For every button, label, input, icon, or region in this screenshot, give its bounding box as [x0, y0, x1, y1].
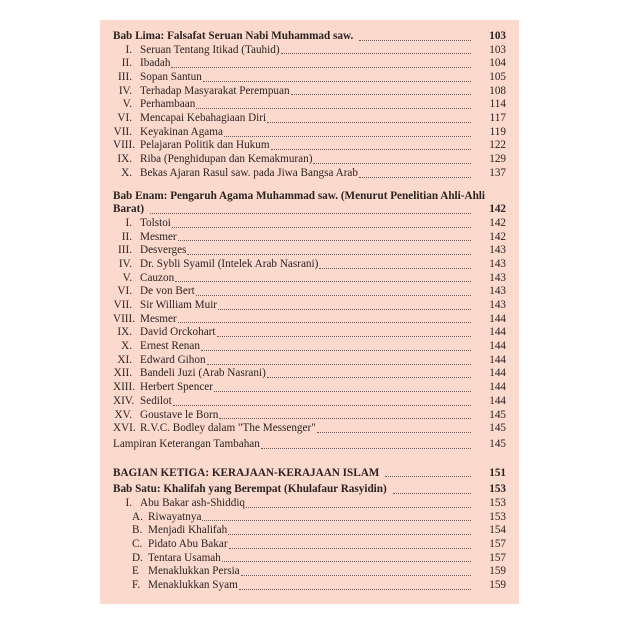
- dot-leader: [281, 52, 471, 54]
- entry-number: VIII.: [113, 139, 136, 152]
- toc-entry[interactable]: [113, 231, 506, 245]
- page-number: 108: [489, 84, 506, 97]
- entry-number: VIII.: [113, 312, 136, 325]
- toc-entry[interactable]: [113, 467, 506, 481]
- toc-entry[interactable]: [113, 340, 506, 354]
- toc-entry[interactable]: [113, 30, 506, 44]
- dot-leader: [271, 148, 471, 150]
- toc-entry[interactable]: [113, 44, 506, 58]
- entry-title: Sopan Santun: [140, 71, 202, 84]
- entry-title: Keyakinan Agama: [140, 125, 223, 138]
- toc-entry[interactable]: [113, 511, 506, 525]
- toc-entry[interactable]: [113, 326, 506, 340]
- entry-title: Bab Enam: Pengaruh Agama Muhammad saw. (Menurut Penelitian Ahli-Ahli: [113, 189, 486, 202]
- toc-section: [113, 438, 506, 452]
- entry-number: XIII.: [113, 381, 136, 394]
- entry-title: Pelajaran Politik dan Hukum: [140, 139, 270, 152]
- entry-title: Ernest Renan: [140, 340, 200, 353]
- dot-leader: [239, 588, 471, 590]
- page-number: 153: [489, 510, 506, 523]
- page-number: 129: [489, 153, 506, 166]
- entry-number: XI.: [117, 353, 132, 366]
- entry-title: Sir William Muir: [140, 299, 218, 312]
- toc-entry[interactable]: [113, 483, 506, 497]
- dot-leader: [222, 560, 471, 562]
- entry-title: Riwayatnya: [148, 510, 202, 523]
- entry-title: Herbert Spencer: [140, 381, 213, 394]
- dot-leader: [187, 253, 471, 255]
- entry-number: V.: [122, 98, 132, 111]
- page-number: 145: [489, 437, 506, 450]
- entry-number: III.: [118, 244, 132, 257]
- entry-title: De von Bert: [140, 285, 195, 298]
- dot-leader: [393, 492, 471, 494]
- toc-entry[interactable]: [113, 552, 506, 566]
- entry-title: Barat): [113, 203, 145, 216]
- dot-leader: [201, 349, 471, 351]
- page-number: 103: [489, 29, 506, 42]
- entry-title: Menjadi Khalifah: [148, 524, 228, 537]
- page-number: 145: [489, 408, 506, 421]
- entry-number: B.: [132, 524, 143, 537]
- dot-leader: [207, 363, 471, 365]
- toc-entry[interactable]: [113, 285, 506, 299]
- dot-leader: [317, 431, 471, 433]
- entry-title: Desverges: [140, 244, 187, 257]
- page-number: 157: [489, 551, 506, 564]
- dot-leader: [359, 176, 471, 178]
- dot-leader: [178, 239, 471, 241]
- entry-number: D.: [132, 551, 143, 564]
- page-number: 119: [489, 125, 506, 138]
- page-number: 157: [489, 538, 506, 551]
- dot-leader: [267, 121, 471, 123]
- entry-number: VII.: [113, 125, 132, 138]
- toc-entry[interactable]: [113, 190, 506, 204]
- entry-number: F.: [132, 579, 141, 592]
- page-number: 122: [489, 139, 506, 152]
- page-number: 153: [489, 496, 506, 509]
- dot-leader: [229, 547, 471, 549]
- entry-number: II.: [121, 230, 132, 243]
- toc-section: [113, 30, 506, 181]
- toc-entry[interactable]: [113, 381, 506, 395]
- entry-title: Mesmer: [140, 312, 177, 325]
- toc-entry[interactable]: [113, 524, 506, 538]
- entry-number: IX.: [117, 153, 132, 166]
- page-number: 117: [489, 112, 506, 125]
- entry-title: Pidato Abu Bakar: [148, 538, 228, 551]
- toc-entry[interactable]: [113, 57, 506, 71]
- entry-number: A.: [132, 510, 143, 523]
- dot-leader: [224, 135, 471, 137]
- toc-entry[interactable]: [113, 538, 506, 552]
- entry-title: Bandeli Juzi (Arab Nasrani): [140, 367, 266, 380]
- dot-leader: [214, 390, 471, 392]
- toc-entry[interactable]: [113, 167, 506, 181]
- toc-entry[interactable]: [113, 409, 506, 423]
- toc-entry[interactable]: [113, 438, 506, 452]
- entry-number: V.: [122, 271, 132, 284]
- entry-number: III.: [118, 71, 132, 84]
- entry-title: Bekas Ajaran Rasul saw. pada Jiwa Bangsa Arab: [140, 166, 358, 179]
- toc-entry[interactable]: [113, 258, 506, 272]
- page-number: 114: [489, 98, 506, 111]
- dot-leader: [196, 294, 471, 296]
- page-number: 103: [489, 43, 506, 56]
- entry-title: David Orckohart: [140, 326, 216, 339]
- dot-leader: [172, 226, 471, 228]
- toc-entry[interactable]: [113, 497, 506, 511]
- entry-number: XIV.: [113, 394, 135, 407]
- dot-leader: [218, 308, 471, 310]
- entry-number: VI.: [117, 285, 132, 298]
- page-number: 154: [489, 524, 506, 537]
- dot-leader: [203, 80, 471, 82]
- toc-entry[interactable]: [113, 112, 506, 126]
- toc-section: [113, 467, 506, 481]
- page-number: 105: [489, 71, 506, 84]
- page-number: 142: [489, 230, 506, 243]
- page-number: 144: [489, 326, 506, 339]
- dot-leader: [217, 335, 472, 337]
- page-number: 104: [489, 57, 506, 70]
- toc-section: [113, 190, 506, 436]
- entry-number: IV.: [118, 257, 132, 270]
- entry-title: Tentara Usamah: [148, 551, 221, 564]
- entry-number: X.: [121, 340, 132, 353]
- page-number: 144: [489, 312, 506, 325]
- page-number: 143: [489, 285, 506, 298]
- entry-number: VI.: [117, 112, 132, 125]
- dot-leader: [246, 506, 471, 508]
- entry-number: XV.: [114, 408, 132, 421]
- entry-number: XII.: [113, 367, 132, 380]
- page-number: 137: [489, 166, 506, 179]
- entry-title: Goustave le Born: [140, 408, 219, 421]
- dot-leader: [196, 107, 471, 109]
- dot-leader: [267, 376, 471, 378]
- dot-leader: [313, 162, 471, 164]
- page-number: 145: [489, 422, 506, 435]
- toc-entry[interactable]: [113, 395, 506, 409]
- dot-leader: [178, 321, 471, 323]
- entry-number: C.: [132, 538, 143, 551]
- entry-number: I.: [125, 496, 132, 509]
- toc-section: [113, 483, 506, 593]
- page-number: 143: [489, 271, 506, 284]
- entry-title: Cauzon: [140, 271, 175, 284]
- toc-entry[interactable]: [113, 422, 506, 436]
- page-number: 144: [489, 353, 506, 366]
- page-number: 159: [489, 579, 506, 592]
- dot-leader: [291, 93, 471, 95]
- dot-leader: [241, 574, 471, 576]
- dot-leader: [261, 447, 471, 449]
- dot-leader: [150, 212, 471, 214]
- toc-entry[interactable]: [113, 126, 506, 140]
- toc-entry[interactable]: [113, 153, 506, 167]
- toc-entry[interactable]: [113, 313, 506, 327]
- entry-title: Ibadah: [140, 57, 171, 70]
- page-number: 144: [489, 381, 506, 394]
- page-number: 151: [489, 466, 506, 479]
- dot-leader: [171, 66, 471, 68]
- entry-title: Lampiran Keterangan Tambahan: [113, 437, 260, 450]
- entry-number: IV.: [118, 84, 132, 97]
- toc-entry[interactable]: [113, 565, 506, 579]
- page-number: 159: [489, 565, 506, 578]
- entry-title: Riba (Penghidupan dan Kemakmuran): [140, 153, 313, 166]
- entry-title: Menaklukkan Persia: [148, 565, 240, 578]
- table-of-contents: [113, 30, 506, 593]
- toc-entry[interactable]: [113, 85, 506, 99]
- entry-title: Abu Bakar ash-Shiddiq: [140, 496, 246, 509]
- dot-leader: [359, 39, 471, 41]
- dot-leader: [219, 417, 471, 419]
- entry-title: Tolstoi: [140, 216, 171, 229]
- entry-title: Mesmer: [140, 230, 177, 243]
- entry-number: I.: [125, 216, 132, 229]
- page-number: 142: [489, 203, 506, 216]
- toc-entry[interactable]: [113, 140, 506, 154]
- entry-title: Dr. Sybli Syamil (Intelek Arab Nasrani): [140, 257, 319, 270]
- dot-leader: [173, 404, 471, 406]
- toc-entry[interactable]: [113, 244, 506, 258]
- entry-number: VII.: [113, 299, 132, 312]
- entry-title: Bab Satu: Khalifah yang Berempat (Khulafaur Rasyidin): [113, 483, 387, 496]
- dot-leader: [319, 267, 471, 269]
- toc-entry[interactable]: [113, 299, 506, 313]
- toc-entry[interactable]: [113, 368, 506, 382]
- dot-leader: [175, 280, 471, 282]
- dot-leader: [228, 533, 471, 535]
- entry-number: II.: [121, 57, 132, 70]
- entry-title: Bab Lima: Falsafat Seruan Nabi Muhammad saw.: [113, 29, 354, 42]
- dot-leader: [202, 519, 471, 521]
- toc-entry[interactable]: [113, 98, 506, 112]
- toc-entry[interactable]: [113, 354, 506, 368]
- toc-entry[interactable]: [113, 272, 506, 286]
- page-number: 144: [489, 367, 506, 380]
- entry-number: XVI.: [113, 422, 136, 435]
- entry-title: Terhadap Masyarakat Perempuan: [140, 84, 290, 97]
- entry-number: IX.: [117, 326, 132, 339]
- page-number: 142: [489, 216, 506, 229]
- entry-title: Sedilot: [140, 394, 172, 407]
- entry-title: Seruan Tentang Itikad (Tauhid): [140, 43, 280, 56]
- entry-title: Perhambaan: [140, 98, 196, 111]
- entry-title: Edward Gihon: [140, 353, 206, 366]
- entry-title: Mencapai Kebahagiaan Diri: [140, 112, 267, 125]
- entry-title: BAGIAN KETIGA: KERAJAAN-KERAJAAN ISLAM: [113, 466, 380, 479]
- page-number: 143: [489, 299, 506, 312]
- dot-leader: [385, 475, 471, 477]
- entry-title: Menaklukkan Syam: [148, 579, 238, 592]
- page-number: 143: [489, 244, 506, 257]
- page-number: 144: [489, 340, 506, 353]
- toc-entry[interactable]: [113, 579, 506, 593]
- entry-number: I.: [125, 43, 132, 56]
- page-number: 153: [489, 483, 506, 496]
- page-number: 144: [489, 394, 506, 407]
- toc-entry[interactable]: [113, 217, 506, 231]
- toc-entry[interactable]: [113, 203, 506, 217]
- entry-number: X.: [121, 166, 132, 179]
- entry-number: E: [132, 565, 139, 578]
- toc-entry[interactable]: [113, 71, 506, 85]
- page-number: 143: [489, 257, 506, 270]
- entry-title: R.V.C. Bodley dalam "The Messenger": [140, 422, 316, 435]
